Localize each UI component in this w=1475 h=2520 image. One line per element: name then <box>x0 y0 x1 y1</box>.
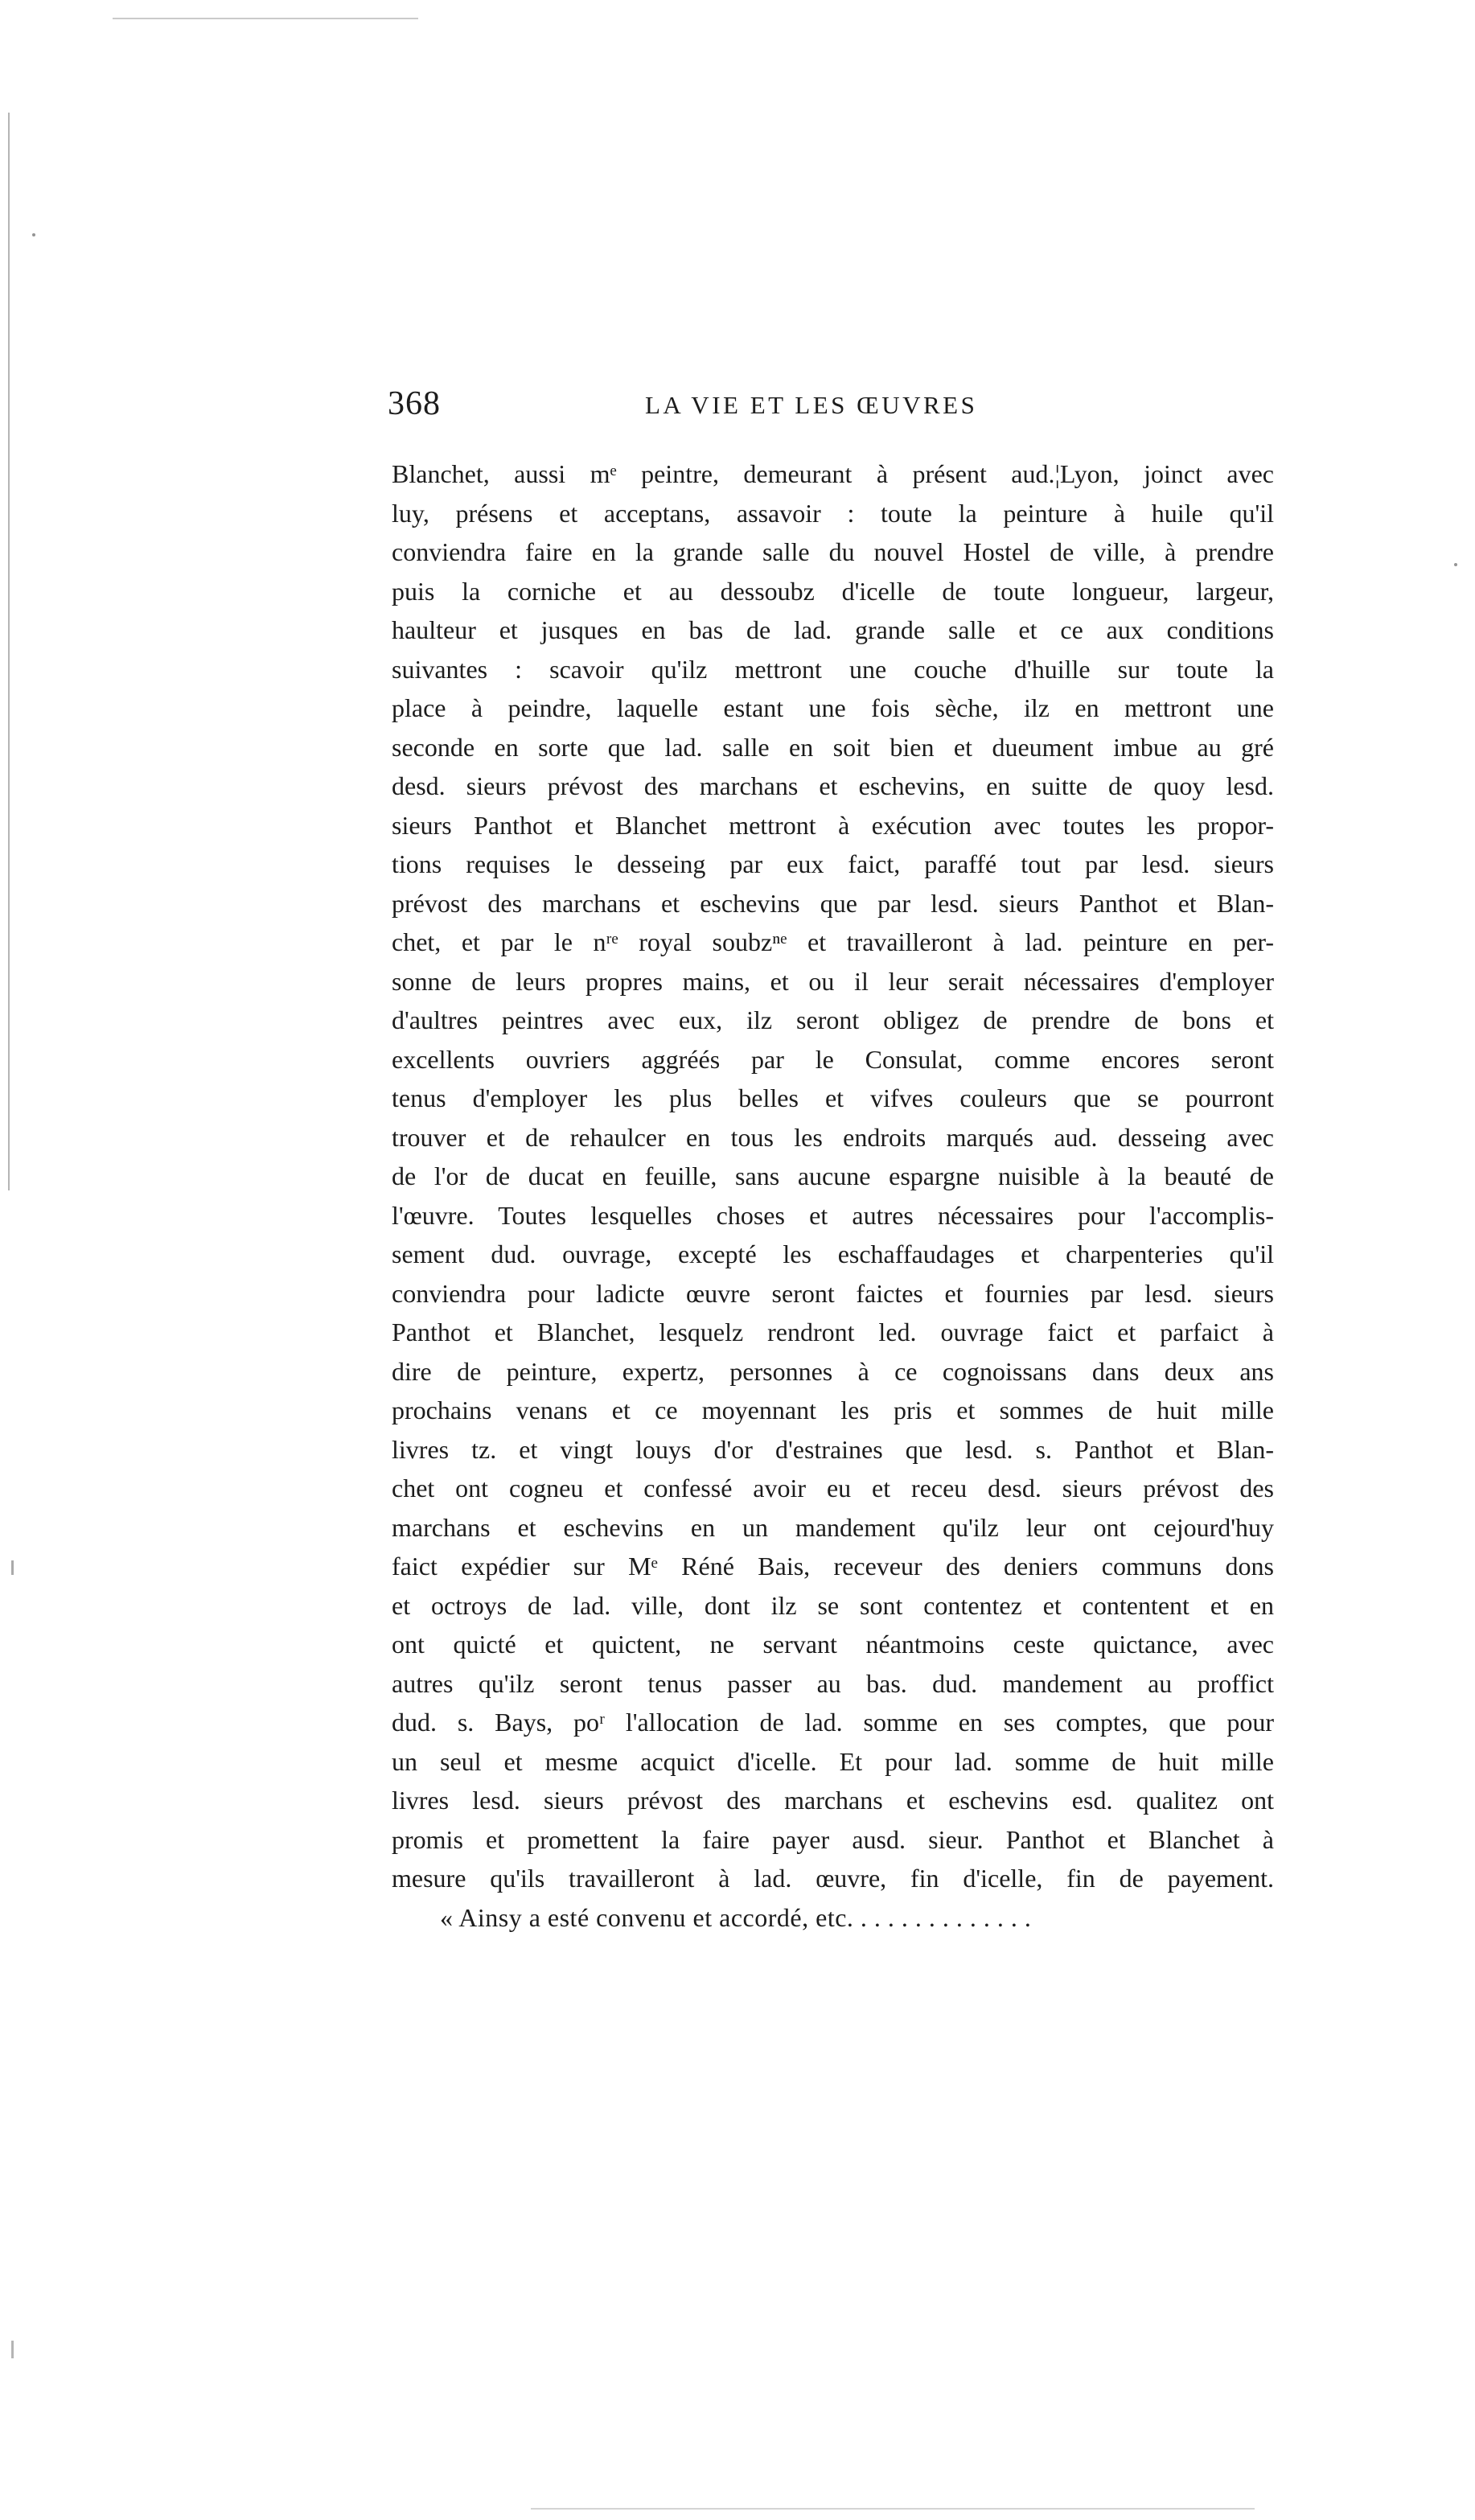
text-line: marchans et eschevins en un mandement qu'ilz leur ont cejourd'huy <box>392 1512 1274 1542</box>
page-number: 368 <box>388 385 441 422</box>
text-line: luy, présens et acceptans, assavoir : toute la peinture à huile qu'il <box>392 498 1274 528</box>
page-header <box>388 384 1272 433</box>
text-line: et octroys de lad. ville, dont ilz se sont contentez et contentent et en <box>392 1590 1274 1620</box>
text-line: desd. sieurs prévost des marchans et eschevins, en suitte de quoy lesd. <box>392 771 1274 800</box>
text-line: livres tz. et vingt louys d'or d'estraines que lesd. s. Panthot et Blan- <box>392 1434 1274 1464</box>
text-line: promis et promettent la faire payer ausd. sieur. Panthot et Blanchet à <box>392 1824 1274 1854</box>
text-line-closing: « Ainsy a esté convenu et accordé, etc. . . . . . . . . . . . . . <box>440 1902 1032 1932</box>
text-line: livres lesd. sieurs prévost des marchans et eschevins esd. qualitez ont <box>392 1786 1274 1815</box>
text-line: Blanchet, aussi mᵉ peintre, demeurant à présent aud.¦Lyon, joinct avec <box>392 459 1274 488</box>
text-line: Panthot et Blanchet, lesquelz rendront led. ouvrage faict et parfaict à <box>392 1318 1274 1346</box>
text-line: prévost des marchans et eschevins que par lesd. sieurs Panthot et Blan- <box>392 888 1274 918</box>
text-line: haulteur et jusques en bas de lad. grande salle et ce aux conditions <box>392 615 1274 644</box>
scan-top-dashes <box>113 18 418 19</box>
text-line: excellents ouvriers aggréés par le Consulat, comme encores seront <box>392 1044 1274 1074</box>
scan-speck <box>11 2341 14 2358</box>
text-line: chet, et par le nʳᵉ royal soubzⁿᵉ et travailleront à lad. peinture en per- <box>392 927 1274 956</box>
text-line: chet ont cogneu et confessé avoir eu et receu desd. sieurs prévost des <box>392 1474 1274 1503</box>
text-line: conviendra faire en la grande salle du nouvel Hostel de ville, à prendre <box>392 537 1274 566</box>
text-line: puis la corniche et au dessoubz d'icelle de toute longueur, largeur, <box>392 576 1274 606</box>
text-line: un seul et mesme acquict d'icelle. Et pour lad. somme de huit mille <box>392 1746 1274 1776</box>
scan-speck <box>11 1560 14 1575</box>
text-line: mesure qu'ils travailleront à lad. œuvre, fin d'icelle, fin de payement. <box>392 1864 1274 1893</box>
text-line: de l'or de ducat en feuille, sans aucune espargne nuisible à la beauté de <box>392 1161 1274 1190</box>
text-line: trouver et de rehaulcer en tous les endroits marqués aud. desseing avec <box>392 1122 1274 1152</box>
text-line: sement dud. ouvrage, excepté les eschaffaudages et charpenteries qu'il <box>392 1239 1274 1268</box>
text-line: sieurs Panthot et Blanchet mettront à exécution avec toutes les propor- <box>392 810 1274 840</box>
text-line: place à peindre, laquelle estant une fois sèche, ilz en mettront une <box>392 693 1274 722</box>
text-line: dud. s. Bays, poʳ l'allocation de lad. somme en ses comptes, que pour <box>392 1708 1274 1737</box>
text-line: ont quicté et quictent, ne servant néantmoins ceste quictance, avec <box>392 1630 1274 1659</box>
text-line: tenus d'employer les plus belles et vifves couleurs que se pourront <box>392 1083 1274 1112</box>
text-line: autres qu'ilz seront tenus passer au bas. dud. mandement au proffict <box>392 1668 1274 1698</box>
text-line: sonne de leurs propres mains, et ou il leur serait nécessaires d'employer <box>392 966 1274 996</box>
scan-edge-line <box>8 113 10 1190</box>
text-line: faict expédier sur Mᵉ Réné Bais, receveur des deniers communs dons <box>392 1552 1274 1581</box>
running-title: LA VIE ET LES ŒUVRES <box>645 391 978 419</box>
text-line: suivantes : scavoir qu'ilz mettront une couche d'huille sur toute la <box>392 654 1274 684</box>
text-line: prochains venans et ce moyennant les pris et sommes de huit mille <box>392 1396 1274 1424</box>
body-text <box>392 454 1274 1937</box>
scan-speck <box>1454 563 1457 566</box>
text-line: d'aultres peintres avec eux, ilz seront obligez de prendre de bons et <box>392 1005 1274 1034</box>
scan-bottom-dashes <box>531 2508 1255 2510</box>
scan-speck <box>32 233 35 236</box>
text-line: l'œuvre. Toutes lesquelles choses et autres nécessaires pour l'accomplis- <box>392 1200 1274 1230</box>
text-line: dire de peinture, expertz, personnes à ce cognoissans dans deux ans <box>392 1356 1274 1386</box>
text-line: tions requises le desseing par eux faict, paraffé tout par lesd. sieurs <box>392 849 1274 878</box>
text-line: conviendra pour ladicte œuvre seront faictes et fournies par lesd. sieurs <box>392 1278 1274 1308</box>
text-line: seconde en sorte que lad. salle en soit bien et dueument imbue au gré <box>392 732 1274 762</box>
